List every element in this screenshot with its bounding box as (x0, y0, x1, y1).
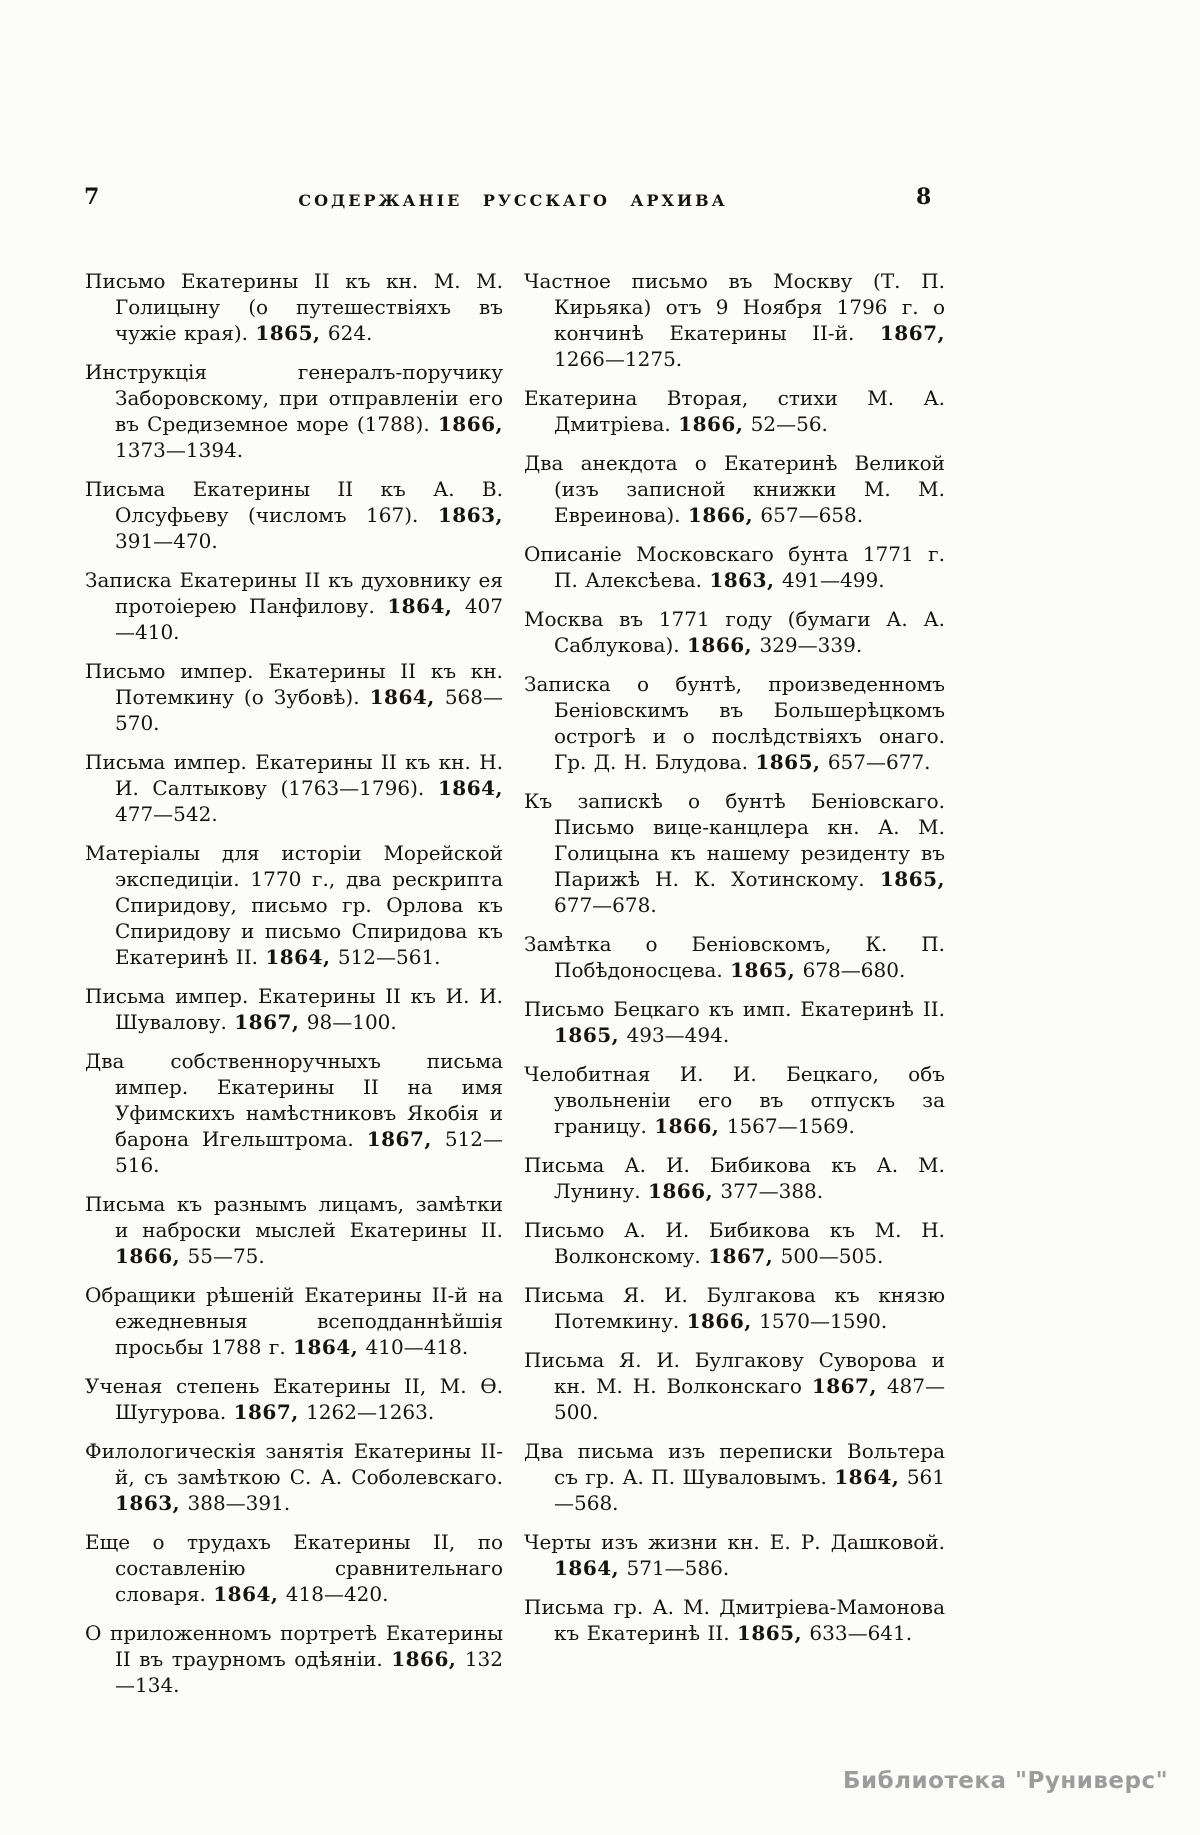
entry-text: Къ запискѣ о бунтѣ Беніовскаго. Письмо вице-канцлера кн. А. М. Голицына къ нашему резиденту въ Парижѣ Н. К. Хотинскому. (524, 789, 945, 891)
index-entry (85, 1620, 503, 1698)
entry-text: Филологическія занятія Екатерины II-й, съ замѣткою С. А. Соболевскаго. (85, 1439, 503, 1489)
index-entry (524, 1282, 945, 1334)
entry-pages: 512—561. (330, 945, 441, 969)
index-entry (524, 1529, 945, 1581)
entry-text: Черты изъ жизни кн. Е. Р. Дашковой. (524, 1530, 945, 1554)
entry-text: Записка о бунтѣ, произведенномъ Беніовскимъ въ Большерѣцкомъ острогѣ и о послѣдствіяхъ онаго. Гр. Д. Н. Блудова. (524, 672, 945, 774)
index-entry (85, 840, 503, 970)
entry-year: 1866, (686, 633, 753, 657)
entry-pages: 329—339. (752, 633, 863, 657)
entry-pages: 477—542. (115, 802, 218, 826)
index-entry (85, 1048, 503, 1178)
entry-year: 1865, (255, 321, 321, 345)
index-entry (524, 541, 945, 593)
entry-pages: 624. (320, 321, 373, 345)
entry-pages: 571—586. (619, 1556, 730, 1580)
entry-pages: 633—641. (802, 1621, 913, 1645)
entry-text: Письма гр. А. М. Дмитріева-Мамонова къ Екатеринѣ II. (524, 1595, 945, 1645)
index-entry (85, 1529, 503, 1607)
entry-pages: 388—391. (180, 1491, 291, 1515)
entry-year: 1865, (736, 1621, 803, 1645)
entry-pages: 491—499. (774, 568, 885, 592)
entry-text: Ученая степень Екатерины II, М. Ѳ. Шугурова. (85, 1374, 503, 1424)
entry-text: Письмо Екатерины II къ кн. М. М. Голицыну (о путешествіяхъ въ чужіе края). (85, 269, 503, 345)
entry-text: Два анекдота о Екатеринѣ Великой (изъ записной книжки М. М. Евреинова). (524, 451, 945, 527)
entry-year: 1866, (391, 1647, 457, 1671)
entry-pages: 487—500. (554, 1374, 946, 1424)
index-entry (85, 1438, 503, 1516)
index-entry (85, 268, 503, 346)
entry-text: Два собственноручныхъ письма импер. Екатерины II на имя Уфимскихъ намѣстниковъ Якобія и барона Игельштрома. (85, 1049, 503, 1151)
entry-text: Инструкція генералъ-поручику Заборовскому, при отправленіи его въ Средиземное море (1788). (85, 360, 503, 436)
index-entry (524, 931, 945, 983)
entry-pages: 377—388. (713, 1179, 824, 1203)
entry-year: 1864, (834, 1465, 900, 1489)
index-entry (524, 1347, 945, 1425)
entry-pages: 132—134. (115, 1647, 504, 1697)
index-entry (85, 476, 503, 554)
index-column-left (85, 268, 503, 1711)
entry-pages: 407—410. (115, 594, 503, 644)
entry-year: 1866, (687, 503, 754, 527)
entry-pages: 1262—1263. (298, 1400, 435, 1424)
index-entry (524, 606, 945, 658)
entry-text: Письмо импер. Екатерины II къ кн. Потемкину (о Зубовѣ). (85, 659, 503, 709)
index-entry (85, 1373, 503, 1425)
entry-year: 1866, (437, 412, 503, 436)
index-entry (524, 1061, 945, 1139)
entry-year: 1863, (115, 1491, 181, 1515)
index-entry (524, 268, 945, 372)
entry-text: Письмо А. И. Бибикова къ М. Н. Волконскому. (524, 1218, 945, 1268)
entry-pages: 52—56. (743, 412, 828, 436)
entry-year: 1864, (554, 1556, 620, 1580)
entry-pages: 657—658. (753, 503, 864, 527)
entry-pages: 1266—1275. (554, 347, 683, 371)
entry-pages: 1373—1394. (115, 438, 244, 462)
library-watermark: Библиотека "Руниверс" (843, 1768, 1169, 1794)
index-entry (524, 996, 945, 1048)
entry-text: Челобитная И. И. Бецкаго, объ увольненіи его въ отпускъ за границу. (524, 1062, 945, 1138)
entry-year: 1867, (233, 1400, 299, 1424)
index-entry (85, 1282, 503, 1360)
entry-text: Письма Екатерины II къ А. В. Олсуфьеву (числомъ 167). (85, 477, 503, 527)
index-entry (85, 983, 503, 1035)
index-entry (85, 749, 503, 827)
entry-text: Москва въ 1771 году (бумаги А. А. Саблукова). (524, 607, 945, 657)
entry-pages: 657—677. (820, 750, 931, 774)
entry-pages: 678—680. (795, 958, 906, 982)
left-page-number: 7 (84, 184, 100, 210)
entry-text: Письма Я. И. Булгакова къ князю Потемкину. (524, 1283, 945, 1333)
entry-year: 1866, (686, 1309, 752, 1333)
entry-pages: 493—494. (619, 1023, 730, 1047)
entry-year: 1865, (554, 1023, 620, 1047)
entry-year: 1867, (234, 1010, 300, 1034)
entry-pages: 418—420. (278, 1582, 389, 1606)
entry-text: Письмо Бецкаго къ имп. Екатеринѣ II. (524, 997, 945, 1021)
entry-pages: 500—505. (773, 1244, 884, 1268)
running-header-title: СОДЕРЖАНІЕ РУССКАГО АРХИВА (298, 191, 728, 210)
entry-pages: 512—516. (115, 1127, 504, 1177)
entry-year: 1865, (730, 958, 796, 982)
entry-year: 1867, (879, 321, 945, 345)
entry-year: 1863, (709, 568, 775, 592)
index-column-right (524, 268, 945, 1659)
entry-text: Обращики рѣшеній Екатерины II-й на ежедневныя всеподданнѣйшія просьбы 1788 г. (85, 1283, 503, 1359)
index-entry (85, 1191, 503, 1269)
index-entry (524, 788, 945, 918)
entry-year: 1867, (366, 1127, 432, 1151)
entry-text: Два письма изъ переписки Вольтера съ гр. А. П. Шуваловымъ. (524, 1439, 945, 1489)
entry-pages: 98—100. (299, 1010, 397, 1034)
entry-year: 1866, (678, 412, 744, 436)
entry-year: 1864, (293, 1335, 359, 1359)
entry-text: Описаніе Московскаго бунта 1771 г. П. Алексѣева. (524, 542, 945, 592)
entry-year: 1866, (647, 1179, 714, 1203)
entry-pages: 1567—1569. (719, 1114, 855, 1138)
entry-year: 1864, (387, 594, 453, 618)
index-entry (524, 385, 945, 437)
entry-year: 1866, (115, 1244, 181, 1268)
entry-text: Письма А. И. Бибикова къ А. М. Лунину. (524, 1153, 945, 1203)
index-entry (524, 1594, 945, 1646)
right-page-number: 8 (916, 184, 932, 210)
entry-year: 1864, (369, 685, 435, 709)
entry-text: О приложенномъ портретѣ Екатерины II въ траурномъ одѣяніи. (85, 1621, 503, 1671)
entry-pages: 55—75. (180, 1244, 265, 1268)
entry-pages: 391—470. (115, 529, 218, 553)
entry-text: Матеріалы для исторіи Морейской экспедиціи. 1770 г., два рескрипта Спиридову, письмо гр. Орлова къ Спиридову и письмо Спиридова къ Екатеринѣ II. (85, 841, 503, 969)
entry-text: Еще о трудахъ Екатерины II, по составленію сравнительнаго словаря. (85, 1530, 503, 1606)
entry-pages: 1570—1590. (751, 1309, 888, 1333)
entry-year: 1864, (265, 945, 331, 969)
entry-pages: 677—678. (554, 893, 657, 917)
entry-text: Записка Екатерины II къ духовнику ея протоіерею Панфилову. (85, 568, 503, 618)
entry-text: Письма импер. Екатерины II къ И. И. Шувалову. (85, 984, 503, 1034)
entry-year: 1865, (755, 750, 821, 774)
entry-pages: 410—418. (358, 1335, 469, 1359)
entry-year: 1867, (811, 1374, 877, 1398)
entry-pages: 568—570. (115, 685, 503, 735)
index-entry (524, 1438, 945, 1516)
entry-year: 1863, (437, 503, 503, 527)
index-entry (524, 1217, 945, 1269)
entry-text: Письма Я. И. Булгакову Суворова и кн. М. Н. Волконскаго (524, 1348, 945, 1398)
index-entry (85, 567, 503, 645)
entry-text: Письма импер. Екатерины II къ кн. Н. И. Салтыкову (1763—1796). (85, 750, 503, 800)
entry-year: 1865, (879, 867, 945, 891)
entry-text: Замѣтка о Беніовскомъ, К. П. Побѣдоносцева. (524, 932, 945, 982)
entry-year: 1864, (437, 776, 503, 800)
index-entry (85, 359, 503, 463)
entry-year: 1866, (654, 1114, 720, 1138)
entry-text: Екатерина Вторая, стихи М. А. Дмитріева. (524, 386, 945, 436)
index-entry (85, 658, 503, 736)
index-entry (524, 671, 945, 775)
entry-pages: 561—568. (554, 1465, 945, 1515)
entry-year: 1867, (708, 1244, 774, 1268)
entry-text: Частное письмо въ Москву (Т. П. Кирьяка) отъ 9 Ноября 1796 г. о кончинѣ Екатерины II-й. (524, 269, 945, 345)
index-entry (524, 1152, 945, 1204)
entry-year: 1864, (213, 1582, 279, 1606)
entry-text: Письма къ разнымъ лицамъ, замѣтки и наброски мыслей Екатерины II. (85, 1192, 503, 1242)
index-entry (524, 450, 945, 528)
